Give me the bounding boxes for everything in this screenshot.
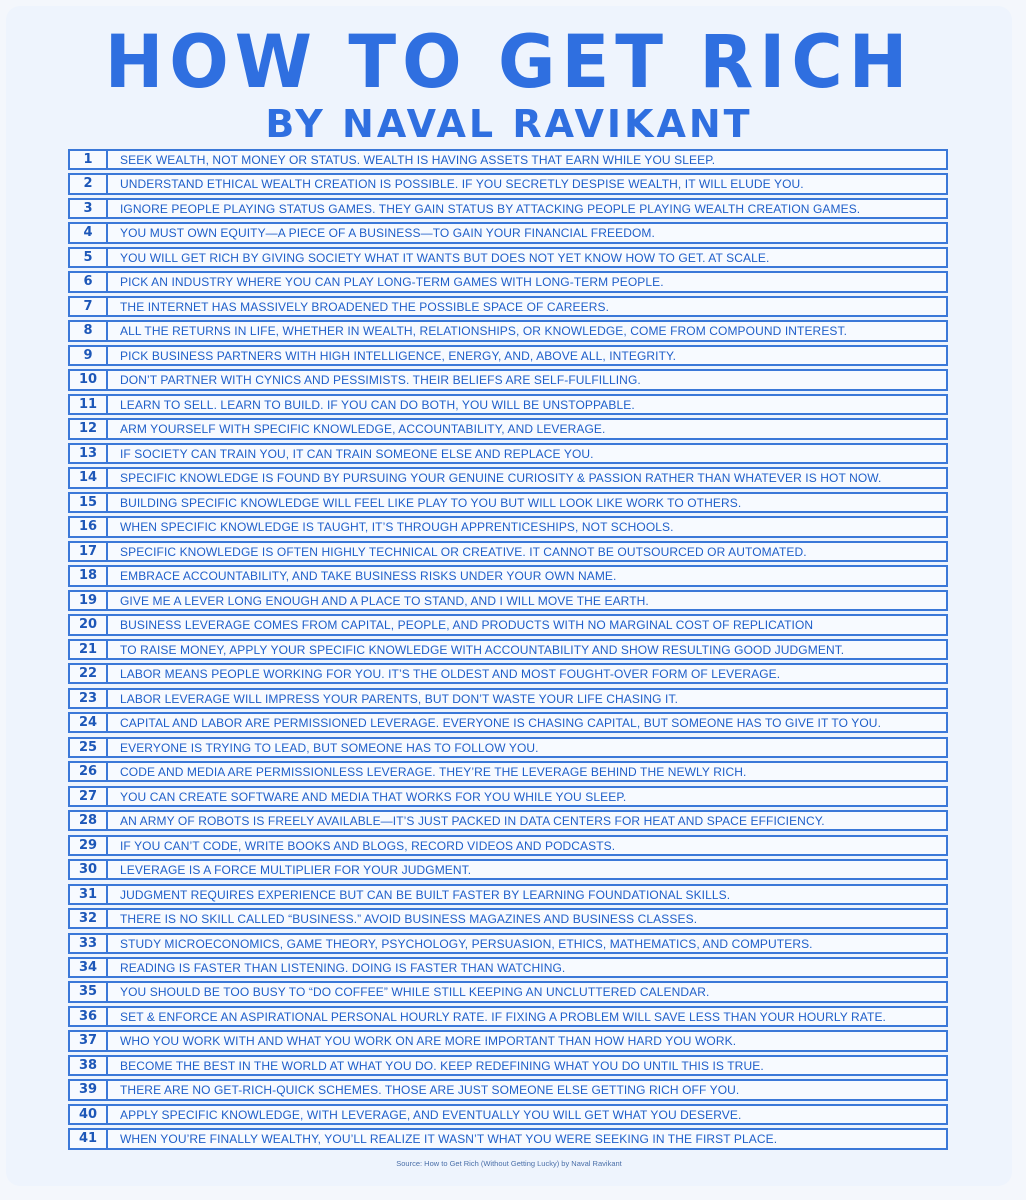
list-item: [68, 492, 948, 513]
item-number: 32: [70, 910, 108, 927]
item-number: 22: [70, 665, 108, 682]
item-text: BUSINESS LEVERAGE COMES FROM CAPITAL, PEOPLE, AND PRODUCTS WITH NO MARGINAL COST OF REPLICATION: [120, 618, 814, 633]
poster-title: HOW TO GET RICH: [104, 18, 914, 106]
item-text: THERE IS NO SKILL CALLED “BUSINESS.” AVOID BUSINESS MAGAZINES AND BUSINESS CLASSES.: [120, 912, 698, 927]
item-number: 35: [70, 983, 108, 1000]
list-item: [68, 149, 948, 170]
item-number: 1: [70, 151, 108, 168]
item-text: EMBRACE ACCOUNTABILITY, AND TAKE BUSINESS RISKS UNDER YOUR OWN NAME.: [120, 569, 617, 584]
list-item: [68, 981, 948, 1002]
item-number: 30: [70, 861, 108, 878]
list-item: [68, 1128, 948, 1149]
list-item: [68, 271, 948, 292]
list-item: [68, 173, 948, 194]
item-number: 27: [70, 788, 108, 805]
list-item: [68, 688, 948, 709]
item-text: SEEK WEALTH, NOT MONEY OR STATUS. WEALTH IS HAVING ASSETS THAT EARN WHILE YOU SLEEP.: [120, 153, 716, 167]
item-text: THE INTERNET HAS MASSIVELY BROADENED THE POSSIBLE SPACE OF CAREERS.: [120, 299, 610, 314]
list-item: [68, 859, 948, 880]
poster: [6, 6, 1012, 1186]
item-number: 20: [70, 616, 108, 633]
list-item: [68, 320, 948, 341]
item-text: IF SOCIETY CAN TRAIN YOU, IT CAN TRAIN SOMEONE ELSE AND REPLACE YOU.: [120, 446, 594, 461]
list-item: [68, 884, 948, 905]
list-item: [68, 565, 948, 586]
item-number: 18: [70, 567, 108, 584]
list-item: [68, 418, 948, 439]
item-number: 31: [70, 886, 108, 903]
principles-list: [68, 149, 948, 1150]
item-text: UNDERSTAND ETHICAL WEALTH CREATION IS POSSIBLE. IF YOU SECRETLY DESPISE WEALTH, IT WILL ELUDE YOU.: [120, 177, 804, 192]
item-number: 33: [70, 935, 108, 952]
list-item: [68, 614, 948, 635]
list-item: [68, 541, 948, 562]
list-item: [68, 786, 948, 807]
item-text: AN ARMY OF ROBOTS IS FREELY AVAILABLE—IT’S JUST PACKED IN DATA CENTERS FOR HEAT AND SPACE EFFICIENCY.: [120, 814, 825, 829]
item-text: THERE ARE NO GET-RICH-QUICK SCHEMES. THOSE ARE JUST SOMEONE ELSE GETTING RICH OFF YOU.: [120, 1083, 740, 1098]
list-item: [68, 222, 948, 243]
list-item: [68, 957, 948, 978]
item-text: BECOME THE BEST IN THE WORLD AT WHAT YOU DO. KEEP REDEFINING WHAT YOU DO UNTIL THIS IS TRUE.: [120, 1058, 764, 1073]
item-number: 12: [70, 420, 108, 437]
item-text: STUDY MICROECONOMICS, GAME THEORY, PSYCHOLOGY, PERSUASION, ETHICS, MATHEMATICS, AND COMPUTERS.: [120, 936, 813, 951]
item-number: 15: [70, 494, 108, 511]
item-text: GIVE ME A LEVER LONG ENOUGH AND A PLACE TO STAND, AND I WILL MOVE THE EARTH.: [120, 593, 649, 608]
item-text: CAPITAL AND LABOR ARE PERMISSIONED LEVERAGE. EVERYONE IS CHASING CAPITAL, BUT SOMEONE HAS TO GIVE IT TO YOU.: [120, 716, 882, 731]
list-item: [68, 1055, 948, 1076]
item-text: PICK BUSINESS PARTNERS WITH HIGH INTELLIGENCE, ENERGY, AND, ABOVE ALL, INTEGRITY.: [120, 348, 677, 363]
item-number: 37: [70, 1032, 108, 1049]
item-number: 17: [70, 543, 108, 560]
item-number: 23: [70, 690, 108, 707]
item-text: YOU CAN CREATE SOFTWARE AND MEDIA THAT WORKS FOR YOU WHILE YOU SLEEP.: [120, 789, 627, 804]
item-text: CODE AND MEDIA ARE PERMISSIONLESS LEVERAGE. THEY’RE THE LEVERAGE BEHIND THE NEWLY RICH.: [120, 765, 747, 780]
item-text: YOU MUST OWN EQUITY—A PIECE OF A BUSINESS—TO GAIN YOUR FINANCIAL FREEDOM.: [120, 226, 655, 241]
item-number: 40: [70, 1106, 108, 1123]
list-item: [68, 810, 948, 831]
source-caption: Source: How to Get Rich (Without Getting Lucky) by Naval Ravikant: [396, 1159, 622, 1168]
item-number: 24: [70, 714, 108, 731]
list-item: [68, 1006, 948, 1027]
item-number: 9: [70, 347, 108, 364]
list-item: [68, 296, 948, 317]
item-text: WHEN SPECIFIC KNOWLEDGE IS TAUGHT, IT’S THROUGH APPRENTICESHIPS, NOT SCHOOLS.: [120, 520, 674, 535]
item-number: 19: [70, 592, 108, 609]
item-text: PICK AN INDUSTRY WHERE YOU CAN PLAY LONG-TERM GAMES WITH LONG-TERM PEOPLE.: [120, 275, 664, 290]
item-number: 29: [70, 837, 108, 854]
list-item: [68, 761, 948, 782]
item-number: 2: [70, 175, 108, 192]
list-item: [68, 1104, 948, 1125]
list-item: [68, 712, 948, 733]
list-item: [68, 443, 948, 464]
item-text: WHO YOU WORK WITH AND WHAT YOU WORK ON ARE MORE IMPORTANT THAN HOW HARD YOU WORK.: [120, 1034, 737, 1049]
item-number: 26: [70, 763, 108, 780]
item-number: 21: [70, 641, 108, 658]
list-item: [68, 516, 948, 537]
list-item: [68, 908, 948, 929]
list-item: [68, 1030, 948, 1051]
poster-subtitle: BY NAVAL RAVIKANT: [265, 102, 753, 146]
item-text: LEVERAGE IS A FORCE MULTIPLIER FOR YOUR JUDGMENT.: [120, 863, 472, 878]
item-number: 6: [70, 273, 108, 290]
list-item: [68, 467, 948, 488]
list-item: [68, 1079, 948, 1100]
item-number: 41: [70, 1130, 108, 1147]
item-text: ALL THE RETURNS IN LIFE, WHETHER IN WEALTH, RELATIONSHIPS, OR KNOWLEDGE, COME FROM COMPOUND INTEREST.: [120, 324, 848, 339]
item-text: SET & ENFORCE AN ASPIRATIONAL PERSONAL HOURLY RATE. IF FIXING A PROBLEM WILL SAVE LESS THAN YOUR HOURLY RATE.: [120, 1009, 886, 1024]
item-number: 28: [70, 812, 108, 829]
item-number: 25: [70, 739, 108, 756]
item-number: 14: [70, 469, 108, 486]
item-text: LABOR MEANS PEOPLE WORKING FOR YOU. IT’S THE OLDEST AND MOST FOUGHT-OVER FORM OF LEVERAGE.: [120, 667, 781, 682]
list-item: [68, 345, 948, 366]
item-number: 4: [70, 224, 108, 241]
item-number: 16: [70, 518, 108, 535]
list-item: [68, 835, 948, 856]
item-number: 10: [70, 371, 108, 388]
item-number: 39: [70, 1081, 108, 1098]
list-item: [68, 737, 948, 758]
item-text: BUILDING SPECIFIC KNOWLEDGE WILL FEEL LIKE PLAY TO YOU BUT WILL LOOK LIKE WORK TO OTHERS.: [120, 495, 742, 510]
item-text: APPLY SPECIFIC KNOWLEDGE, WITH LEVERAGE, AND EVENTUALLY YOU WILL GET WHAT YOU DESERVE.: [120, 1107, 742, 1122]
item-text: SPECIFIC KNOWLEDGE IS FOUND BY PURSUING YOUR GENUINE CURIOSITY & PASSION RATHER THAN WHATEVER IS HOT NOW.: [120, 471, 882, 486]
item-text: IF YOU CAN’T CODE, WRITE BOOKS AND BLOGS, RECORD VIDEOS AND PODCASTS.: [120, 838, 616, 853]
item-number: 7: [70, 298, 108, 315]
item-number: 38: [70, 1057, 108, 1074]
list-item: [68, 639, 948, 660]
item-text: DON’T PARTNER WITH CYNICS AND PESSIMISTS. THEIR BELIEFS ARE SELF-FULFILLING.: [120, 373, 641, 388]
item-text: LABOR LEVERAGE WILL IMPRESS YOUR PARENTS, BUT DON’T WASTE YOUR LIFE CHASING IT.: [120, 691, 679, 706]
list-item: [68, 369, 948, 390]
item-text: SPECIFIC KNOWLEDGE IS OFTEN HIGHLY TECHNICAL OR CREATIVE. IT CANNOT BE OUTSOURCED OR AUTOMATED.: [120, 544, 807, 559]
list-item: [68, 394, 948, 415]
item-number: 13: [70, 445, 108, 462]
item-number: 8: [70, 322, 108, 339]
item-text: WHEN YOU’RE FINALLY WEALTHY, YOU’LL REALIZE IT WASN’T WHAT YOU WERE SEEKING IN THE FIRST PLACE.: [120, 1132, 778, 1147]
item-text: EVERYONE IS TRYING TO LEAD, BUT SOMEONE HAS TO FOLLOW YOU.: [120, 740, 539, 755]
item-text: ARM YOURSELF WITH SPECIFIC KNOWLEDGE, ACCOUNTABILITY, AND LEVERAGE.: [120, 422, 606, 437]
item-text: YOU SHOULD BE TOO BUSY TO “DO COFFEE” WHILE STILL KEEPING AN UNCLUTTERED CALENDAR.: [120, 985, 710, 1000]
list-item: [68, 198, 948, 219]
item-text: LEARN TO SELL. LEARN TO BUILD. IF YOU CAN DO BOTH, YOU WILL BE UNSTOPPABLE.: [120, 397, 635, 412]
list-item: [68, 247, 948, 268]
item-text: YOU WILL GET RICH BY GIVING SOCIETY WHAT IT WANTS BUT DOES NOT YET KNOW HOW TO GET. AT SCALE.: [120, 250, 770, 265]
item-number: 36: [70, 1008, 108, 1025]
list-item: [68, 933, 948, 954]
item-text: READING IS FASTER THAN LISTENING. DOING IS FASTER THAN WATCHING.: [120, 960, 566, 975]
item-number: 5: [70, 249, 108, 266]
item-text: TO RAISE MONEY, APPLY YOUR SPECIFIC KNOWLEDGE WITH ACCOUNTABILITY AND SHOW RESULTING GOOD JUDGMENT.: [120, 642, 845, 657]
item-number: 3: [70, 200, 108, 217]
list-item: [68, 663, 948, 684]
item-number: 34: [70, 959, 108, 976]
item-number: 11: [70, 396, 108, 413]
item-text: JUDGMENT REQUIRES EXPERIENCE BUT CAN BE BUILT FASTER BY LEARNING FOUNDATIONAL SKILLS.: [120, 887, 731, 902]
list-item: [68, 590, 948, 611]
item-text: IGNORE PEOPLE PLAYING STATUS GAMES. THEY GAIN STATUS BY ATTACKING PEOPLE PLAYING WEALTH CREATION GAMES.: [120, 201, 861, 216]
